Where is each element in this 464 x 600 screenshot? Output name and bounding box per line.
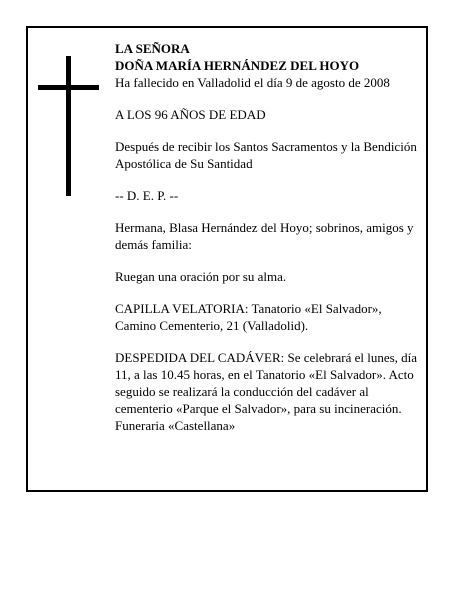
death-info: Ha fallecido en Valladolid el día 9 de agosto de 2008 xyxy=(115,75,390,90)
notice-heading: LA SEÑORA xyxy=(115,41,190,56)
obituary-notice xyxy=(26,26,428,492)
age-line: A LOS 96 AÑOS DE EDAD xyxy=(115,107,266,122)
prayer-text: Ruegan una oración por su alma. xyxy=(115,269,287,284)
sacraments-text: Después de recibir los Santos Sacramentos y la Bendición Apostólica de Su Santidad xyxy=(115,139,417,171)
funeral-home: Funeraria «Castellana» xyxy=(115,418,236,433)
cross-vertical-bar xyxy=(66,56,71,196)
cross-horizontal-bar xyxy=(38,85,99,90)
chapel-text: CAPILLA VELATORIA: Tanatorio «El Salvador», Camino Cementerio, 21 (Valladolid). xyxy=(115,301,382,333)
notice-content xyxy=(115,40,421,434)
rip-line: -- D. E. P. -- xyxy=(115,188,179,203)
deceased-name: DOÑA MARÍA HERNÁNDEZ DEL HOYO xyxy=(115,58,360,73)
family-text: Hermana, Blasa Hernández del Hoyo; sobrinos, amigos y demás familia: xyxy=(115,220,414,252)
farewell-text: DESPEDIDA DEL CADÁVER: Se celebrará el lunes, día 11, a las 10.45 horas, en el Tanatorio «El Salvador». Acto seguido se realizará la conducción del cadáver al cementerio «Parque el Salvador», para su incineración. xyxy=(115,350,418,416)
